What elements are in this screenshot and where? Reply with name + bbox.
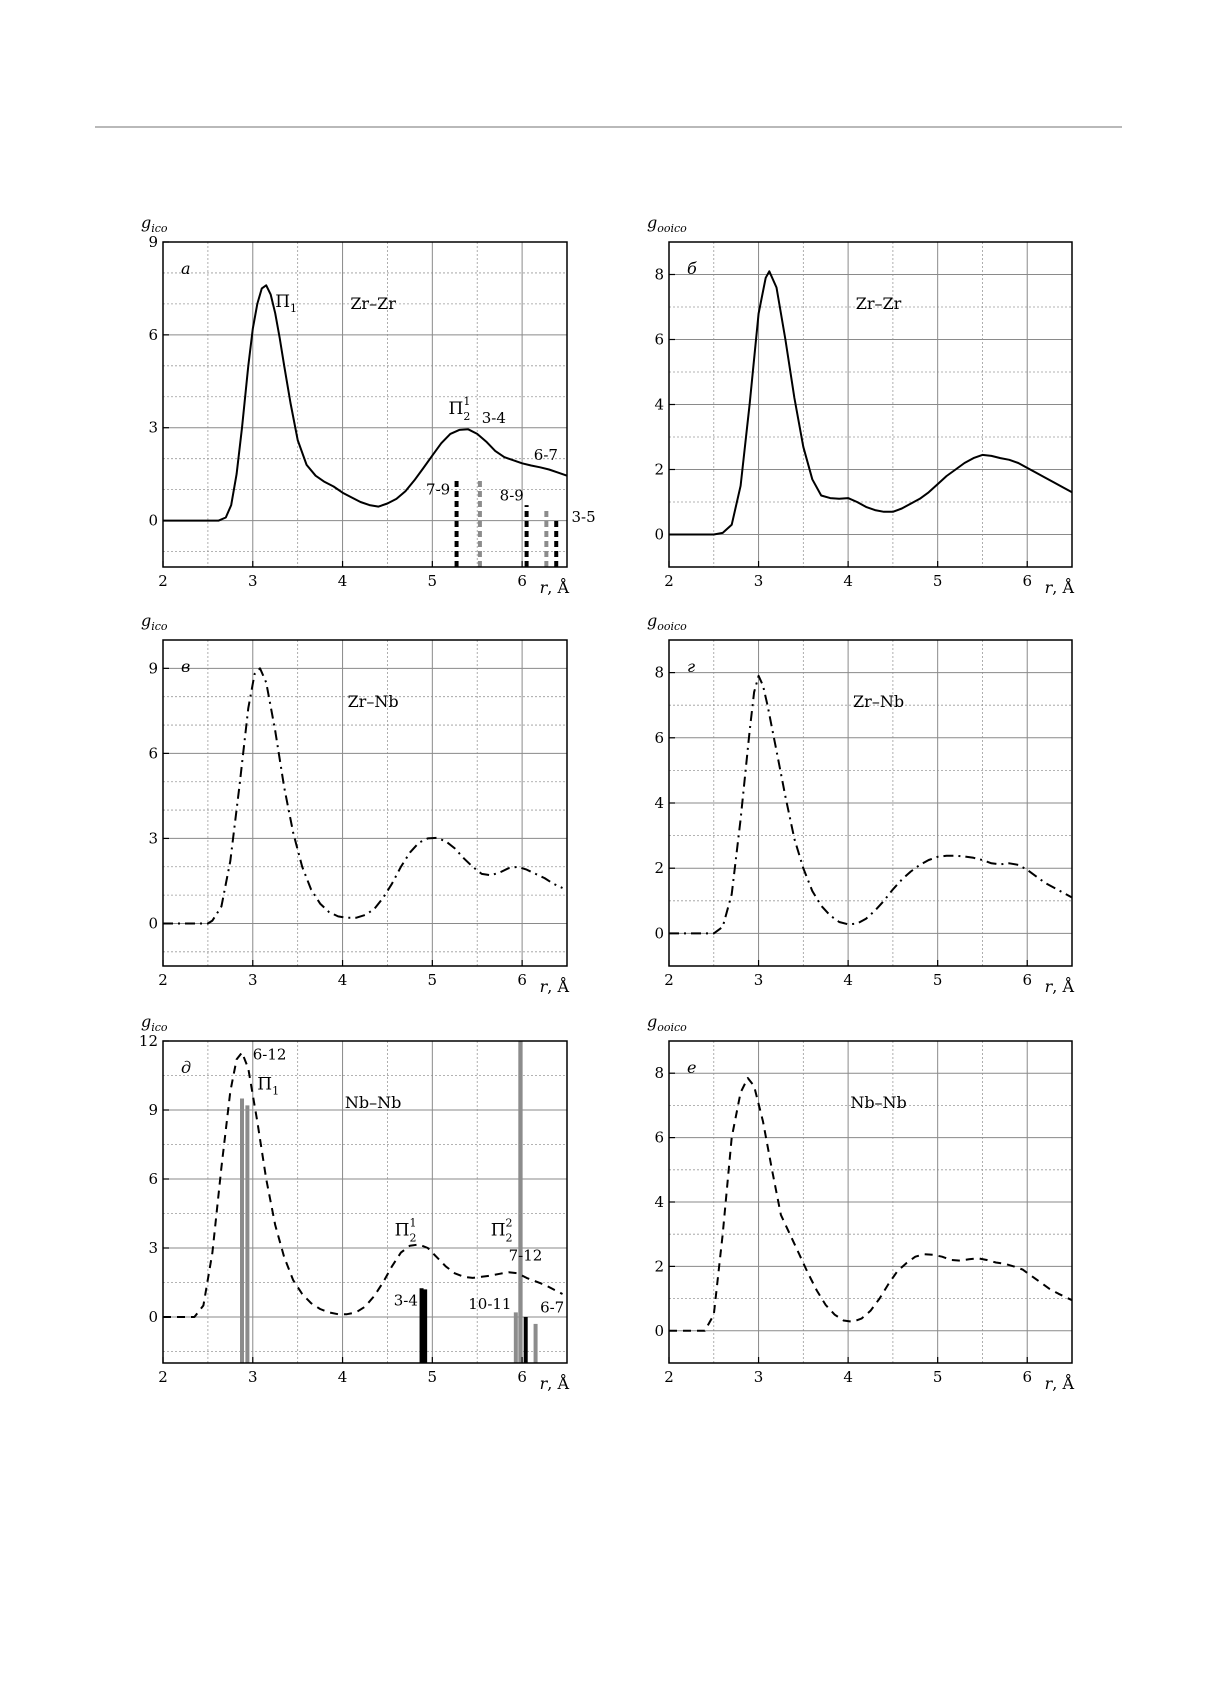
y-tick-label: 3 [148, 829, 158, 848]
x-tick-label: 5 [932, 1368, 943, 1386]
contribution-annotation: 3-5 [571, 508, 596, 527]
y-tick-label: 12 [138, 1032, 158, 1050]
x-tick-label: 2 [664, 1368, 674, 1386]
y-axis-label: $g_{ooico}$ [647, 213, 687, 235]
x-tick-label: 2 [664, 971, 674, 989]
y-tick-label: 0 [654, 1321, 664, 1340]
system-label: Zr–Zr [855, 294, 902, 313]
x-tick-label: 3 [248, 971, 258, 989]
x-tick-label: 4 [337, 971, 348, 989]
y-axis-label: $g_{ooico}$ [647, 611, 687, 633]
x-tick-label: 3 [248, 1368, 258, 1386]
y-tick-label: 3 [148, 1239, 158, 1257]
y-tick-label: 9 [148, 233, 158, 251]
y-tick-label: 3 [148, 418, 158, 437]
contribution-annotation: 10-11 [468, 1294, 512, 1313]
x-tick-label: 5 [427, 1368, 438, 1386]
plot-frame [163, 640, 567, 966]
y-axis-label: $g_{ico}$ [141, 1012, 168, 1034]
data-series-line [163, 285, 567, 520]
x-tick-label: 5 [932, 971, 943, 989]
contribution-annotation: 8-9 [499, 486, 524, 505]
contribution-annotation: 6-7 [540, 1298, 565, 1317]
y-axis-label: $g_{ico}$ [141, 611, 168, 633]
x-axis-label: r, Å [539, 977, 569, 996]
y-tick-label: 2 [654, 859, 664, 878]
y-tick-label: 0 [654, 924, 664, 943]
y-axis-label: $g_{ooico}$ [647, 1012, 687, 1034]
x-tick-label: 4 [337, 572, 348, 590]
system-label: Nb–Nb [850, 1093, 907, 1112]
chart-panel-1 [141, 213, 596, 597]
chart-panel-2 [647, 213, 1074, 597]
contribution-annotation: 7-12 [508, 1246, 543, 1265]
chart-panel-5 [139, 1012, 570, 1393]
panel-letter: в [181, 657, 191, 676]
y-tick-label: 0 [148, 914, 158, 933]
x-axis-label: r, Å [1044, 578, 1074, 597]
x-axis-label: r, Å [539, 578, 569, 597]
y-tick-label: 2 [654, 1257, 664, 1276]
y-tick-label: 9 [148, 659, 158, 678]
x-axis-label: r, Å [1044, 1374, 1074, 1393]
y-tick-label: 8 [654, 265, 664, 284]
contribution-annotation: 7-9 [426, 480, 451, 499]
contribution-annotation: 3-4 [393, 1291, 418, 1310]
y-tick-label: 4 [654, 794, 664, 812]
peak-label: $П^1$ 2 [448, 394, 471, 423]
system-label: Zr–Nb [347, 692, 399, 711]
system-label: Nb–Nb [344, 1093, 402, 1112]
plot-frame [163, 1041, 567, 1363]
contribution-annotation: 3-4 [481, 409, 506, 428]
x-tick-label: 3 [248, 572, 258, 590]
panel-letter: д [181, 1058, 192, 1077]
system-label: Zr–Nb [853, 692, 905, 711]
y-tick-label: 2 [654, 460, 664, 479]
panel-letter: б [687, 259, 697, 278]
y-tick-label: 8 [654, 663, 664, 682]
x-tick-label: 5 [427, 572, 438, 590]
contribution-annotation: 6-12 [252, 1045, 287, 1064]
x-axis-label: r, Å [539, 1374, 569, 1393]
x-tick-label: 6 [517, 971, 527, 989]
peak-label: $П^1$ 2 [394, 1216, 417, 1245]
x-tick-label: 5 [932, 572, 943, 590]
chart-panel-6 [647, 1012, 1074, 1393]
y-tick-label: 6 [654, 330, 664, 349]
y-tick-label: 8 [654, 1064, 664, 1083]
contribution-annotation: 6-7 [533, 446, 558, 465]
y-tick-label: 6 [148, 744, 158, 763]
panel-letter: е [687, 1058, 697, 1077]
chart-panel-3 [141, 611, 569, 996]
x-tick-label: 2 [664, 572, 674, 590]
x-tick-label: 3 [753, 1368, 764, 1386]
peak-label: $П_1$ [257, 1074, 280, 1098]
y-tick-label: 4 [654, 395, 664, 414]
y-tick-label: 6 [148, 1170, 158, 1188]
y-axis-label: $g_{ico}$ [141, 213, 168, 235]
data-series-line [669, 676, 1072, 934]
chart-panel-4 [647, 611, 1074, 996]
y-tick-label: 0 [148, 511, 158, 530]
x-tick-label: 4 [843, 971, 853, 989]
x-tick-label: 4 [337, 1368, 348, 1386]
x-tick-label: 4 [843, 1368, 853, 1386]
peak-label: $П^2$ 2 [490, 1216, 513, 1245]
x-tick-label: 6 [1022, 1368, 1032, 1386]
y-tick-label: 0 [654, 525, 664, 544]
panel-letter: г [687, 657, 696, 676]
y-tick-label: 0 [148, 1308, 158, 1326]
peak-label: $П_1$ [275, 292, 298, 315]
x-tick-label: 3 [753, 572, 764, 590]
x-tick-label: 6 [517, 572, 527, 590]
y-tick-label: 4 [654, 1193, 664, 1211]
x-axis-label: r, Å [1044, 977, 1074, 996]
system-label: Zr–Zr [350, 294, 396, 313]
x-tick-label: 4 [843, 572, 853, 590]
x-tick-label: 2 [158, 1368, 168, 1386]
y-tick-label: 6 [148, 325, 158, 344]
x-tick-label: 6 [517, 1368, 527, 1386]
x-tick-label: 2 [158, 572, 168, 590]
y-tick-label: 6 [654, 728, 664, 747]
y-tick-label: 9 [148, 1101, 158, 1119]
x-tick-label: 6 [1022, 971, 1032, 989]
x-tick-label: 6 [1022, 572, 1032, 590]
data-series-line [669, 1078, 1072, 1331]
y-tick-label: 6 [654, 1128, 664, 1147]
x-tick-label: 3 [753, 971, 764, 989]
panel-letter: а [181, 259, 191, 278]
x-tick-label: 5 [427, 971, 438, 989]
x-tick-label: 2 [158, 971, 168, 989]
